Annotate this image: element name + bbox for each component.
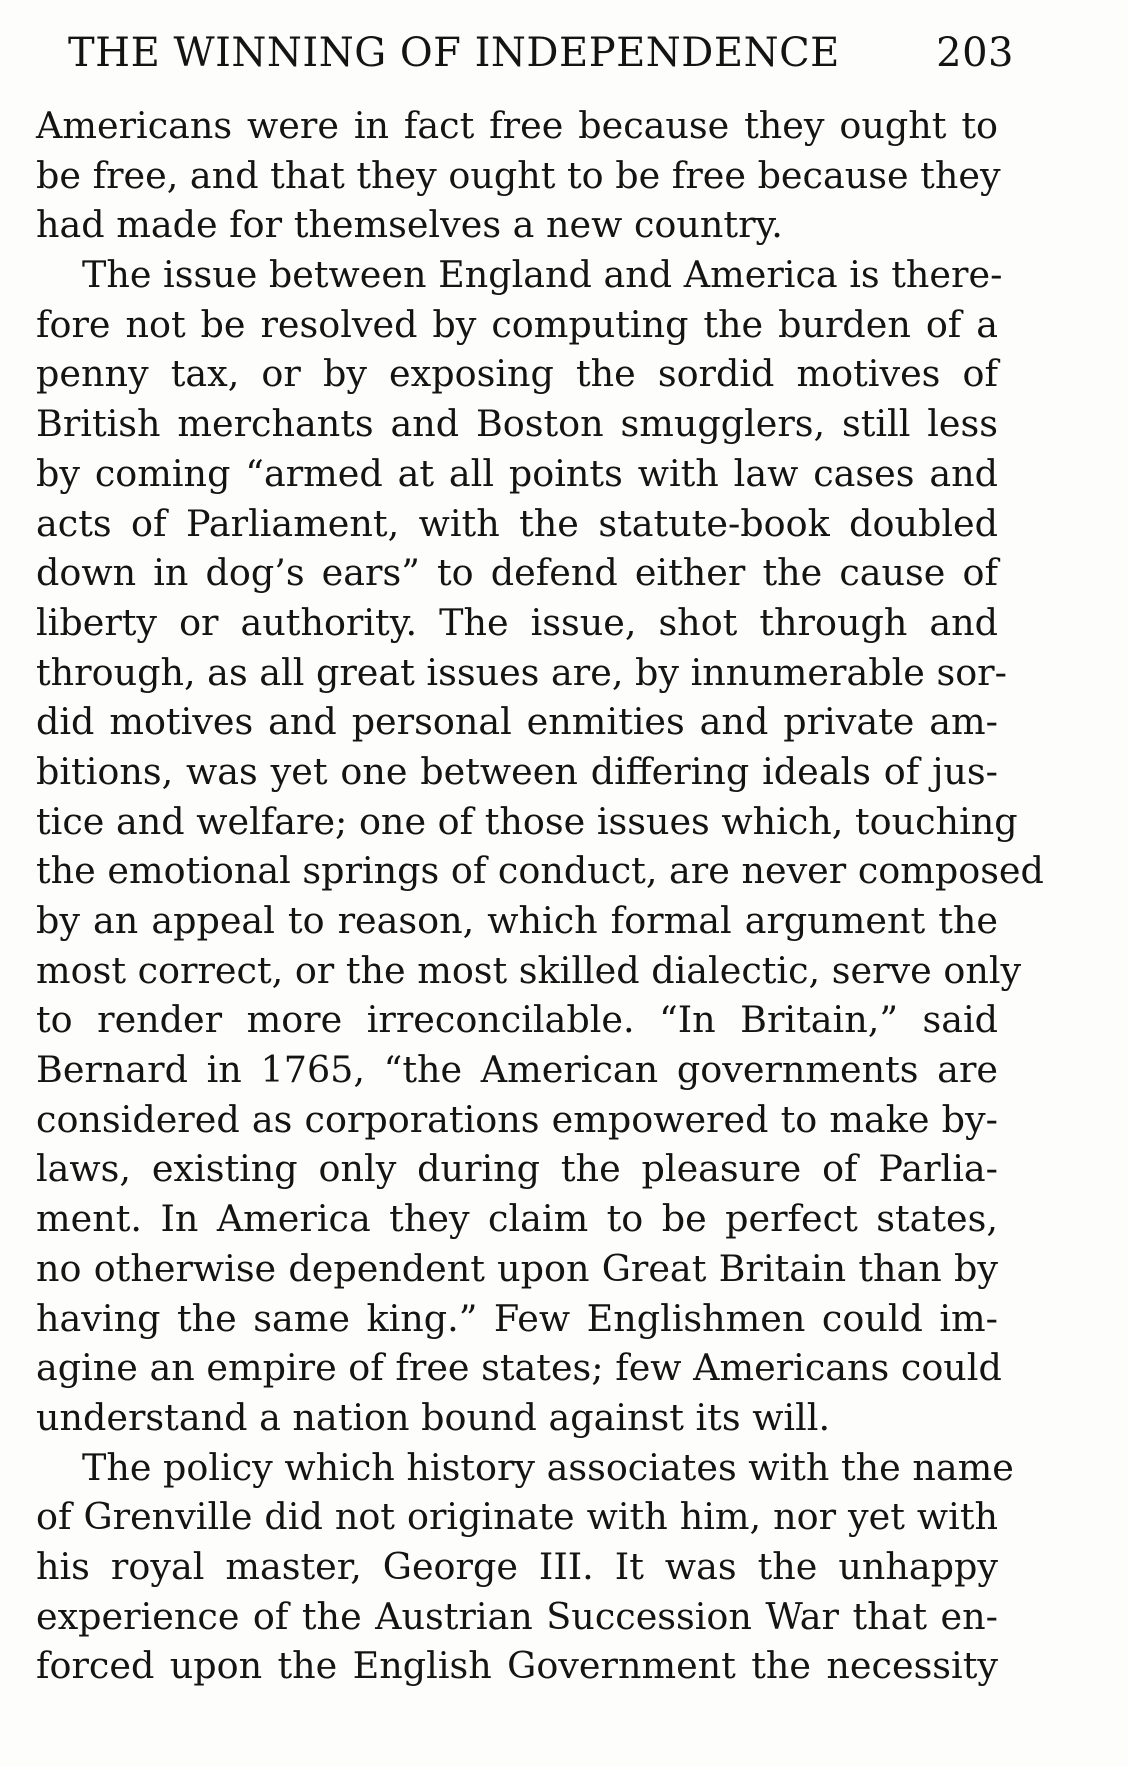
text-line: forced upon the English Government the necessity — [36, 1644, 998, 1688]
text-line: understand a nation bound against its will. — [36, 1395, 831, 1439]
text-line: through, as all great issues are, by innumerable sor- — [36, 650, 1007, 694]
paragraph-1 — [36, 101, 1001, 250]
running-head-title: THE WINNING OF INDEPENDENCE — [68, 30, 840, 76]
text-line: of Grenville did not originate with him, nor yet with — [36, 1495, 998, 1539]
text-line: fore not be resolved by computing the burden of a — [36, 302, 998, 346]
text-line: Americans were in fact free because they ought to — [36, 104, 998, 147]
text-line: did motives and personal enmities and private am- — [36, 700, 998, 744]
text-line: to render more irreconcilable. “In Britain,” said — [36, 998, 998, 1042]
text-line: laws, existing only during the pleasure of Parlia- — [36, 1147, 998, 1191]
text-line: tice and welfare; one of those issues which, touching — [36, 799, 1018, 843]
text-line: by coming “armed at all points with law cases and — [36, 451, 998, 495]
text-line: his royal master, George III. It was the unhappy — [36, 1544, 998, 1588]
paragraph-2 — [36, 250, 1044, 1443]
text-line: by an appeal to reason, which formal argument the — [36, 899, 998, 942]
text-line: acts of Parliament, with the statute-book doubled — [36, 501, 998, 545]
running-head — [68, 22, 1014, 78]
text-line: Bernard in 1765, “the American governments are — [36, 1048, 998, 1092]
text-line: had made for themselves a new country. — [36, 203, 783, 247]
text-line: be free, and that they ought to be free because they — [36, 153, 1001, 197]
text-line: most correct, or the most skilled dialectic, serve only — [36, 948, 1022, 992]
text-line: The issue between England and America is there- — [82, 253, 1003, 297]
text-line: no otherwise dependent upon Great Britain than by — [36, 1246, 998, 1290]
text-line: The policy which history associates with the name — [82, 1445, 1014, 1489]
text-line: liberty or authority. The issue, shot through and — [36, 600, 998, 644]
text-line: having the same king.” Few Englishmen could im- — [36, 1296, 998, 1340]
body-text — [36, 101, 1044, 1691]
text-line: considered as corporations empowered to make by- — [36, 1097, 998, 1141]
text-line: bitions, was yet one between differing ideals of jus- — [36, 749, 998, 793]
text-line: agine an empire of free states; few Americans could — [36, 1346, 1002, 1390]
text-line: the emotional springs of conduct, are never composed — [36, 849, 1044, 893]
text-line: down in dog’s ears” to defend either the cause of — [36, 551, 998, 595]
page-number: 203 — [936, 30, 1014, 76]
paragraph-3 — [36, 1443, 1014, 1691]
text-line: British merchants and Boston smugglers, still less — [36, 402, 998, 446]
text-line: ment. In America they claim to be perfect states, — [36, 1197, 998, 1241]
text-line: penny tax, or by exposing the sordid motives of — [36, 352, 998, 396]
text-line: experience of the Austrian Succession War that en- — [36, 1594, 998, 1638]
